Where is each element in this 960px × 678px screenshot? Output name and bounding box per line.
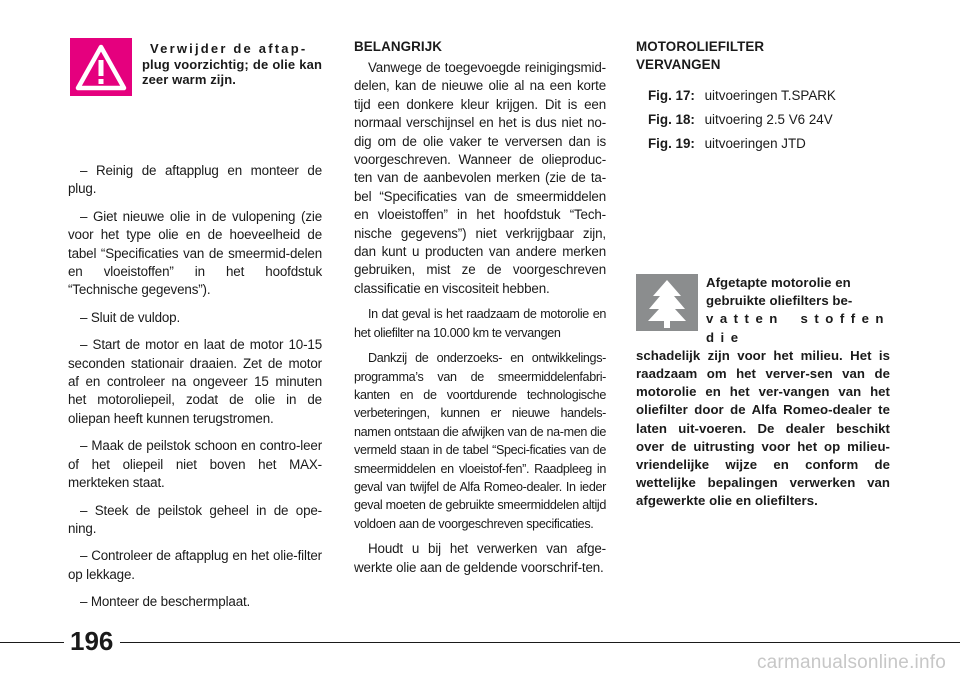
figure-description: uitvoering 2.5 V6 24V [704,112,833,127]
figure-label: Fig. 17: [648,88,695,103]
watermark: carmanualsonline.info [756,652,946,673]
step-6: – Steek de peilstok geheel in de ope-ning. [68,502,322,536]
important-heading: BELANGRIJK [354,39,443,54]
figure-label: Fig. 19: [648,136,695,151]
warning-line-1: Verwijder de aftap- [150,41,308,56]
warning-line-rest: plug voorzichtig; de olie kan zeer warm zijn. [142,56,322,87]
figure-reference [648,84,890,108]
right-column [636,38,890,511]
section-heading-line-2: VERVANGEN [636,57,721,72]
section-heading-line-1: MOTOROLIEFILTER [636,39,765,54]
figure-references [636,84,890,156]
environment-note [636,274,890,511]
step-5: – Maak de peilstok schoon en contro-leer of het oliepeil niet boven het MAX-merkteken staat. [68,438,322,491]
environment-line-1: Afgetapte motorolie en [706,275,851,290]
figure-description: uitvoeringen JTD [704,136,806,151]
environment-line-2: gebruikte oliefilters be- [706,293,853,309]
footer-rule-left [0,642,64,643]
important-paragraph-3: Dankzij de onderzoeks- en ontwikkelings-programma’s van de smeermiddelenfabri-kanten en de voortdurende technologische verbeteringen, kunnen er nieuwe handels-namen ontstaan die afwijken van de na-men die vermeld staan in de tabel “Speci-ficaties van de smeermiddelen en vloeistof-fen”. Raadpleeg in geval van twijfel de Alfa Romeo-dealer. In ieder geval moeten de gebruikte smeermiddelen altijd voldoen aan de voorgeschreven specificaties. [354,351,606,531]
step-8: – Monteer de beschermplaat. [80,594,251,610]
environment-rest: schadelijk zijn voor het milieu. Het is raadzaam om het verver-sen van de motorolie en het ver-vangen van het oliefilter door de Alfa Romeo-dealer te laten uit-voeren. De dealer beschikt over de uitrusting voor het op milieu-vriendelijke wijze en conform de wettelijke bepalingen verwerken van afgewerkte olie en oliefilters. [636,347,890,509]
step-2: – Giet nieuwe olie in de vulopening (zie voor het type olie en de hoeveelheid de tabel “Specificaties van de smeermid-delen en vloeistoffen” in het hoofdstuk “Technische gegevens”). [68,208,322,298]
figure-reference [648,132,890,156]
step-7: – Controleer de aftapplug en het olie-filter op lekkage. [68,548,322,582]
environment-line-3: vatten stoffen die [706,311,890,345]
figure-label: Fig. 18: [648,112,695,127]
important-paragraph-2: In dat geval is het raadzaam de motorolie en het oliefilter na 10.000 km te vervangen [354,307,606,340]
warning-triangle-icon [70,38,132,96]
important-paragraph-4: Houdt u bij het verwerken van afge-werkte olie aan de geldende voorschrif-ten. [354,541,606,575]
tree-icon [636,274,698,331]
figure-description: uitvoeringen T.SPARK [704,88,836,103]
step-1: – Reinig de aftapplug en monteer de plug. [68,163,322,197]
step-4: – Start de motor en laat de motor 10-15 seconden stationair draaien. Zet de motor af en controleer na ongeveer 15 minuten het motoroliepeil, zodat de olie in de oliepan heeft kunnen terugstromen. [68,337,322,426]
figure-reference [648,108,890,132]
footer-rule-right [120,642,960,643]
procedure-steps [68,162,322,612]
left-column [68,38,322,621]
page-number: 196 [70,626,114,656]
section-heading [636,38,890,74]
important-paragraph-1: Vanwege de toegevoegde reinigingsmid-delen, kan de nieuwe olie al na een korte tijd een donkere kleur krijgen. Dit is een normaal verschijnsel en het is dus niet no-dig om de olie vaker te verversen dan is voorgeschreven. Wanneer de olieproduc-ten van de aanbevolen merken (zie de ta-bel “Specificaties van de smeermiddelen en vloeistoffen” in het hoofdstuk “Tech-nische gegevens”) niet verkrijgbaar zijn, dan kunt u producten van andere merken gebruiken, mist ze de voorgeschreven classificatie en viscositeit hebben. [354,60,606,296]
step-3: – Sluit de vuldop. [80,309,181,325]
middle-column [354,38,606,584]
warning-note [68,38,322,98]
